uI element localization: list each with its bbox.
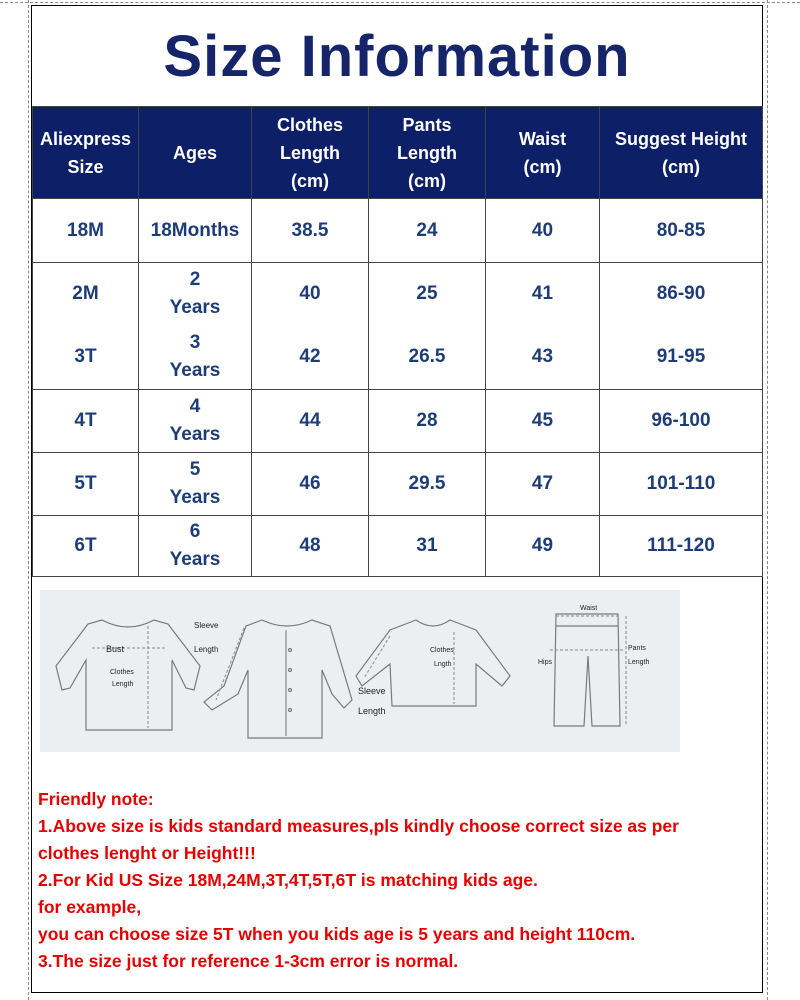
page-title: Size Information	[163, 24, 631, 89]
cell-clothes: 44	[252, 390, 369, 453]
cell-pants: 29.5	[369, 453, 486, 516]
cell-height: 86-90	[600, 263, 763, 326]
pants-illustration	[550, 614, 626, 726]
bust-label: Bust	[106, 644, 125, 654]
cell-ages	[139, 326, 252, 390]
note-line: you can choose size 5T when you kids age is 5 years and height 110cm.	[38, 924, 636, 944]
header-line: Ages	[172, 142, 217, 163]
friendly-notes	[38, 786, 758, 975]
header-line: Aliexpress	[39, 128, 132, 149]
cell-waist: 41	[486, 263, 600, 326]
header-line: Size	[67, 156, 104, 177]
header-line: (cm)	[523, 156, 562, 177]
cell-height: 91-95	[600, 326, 763, 390]
ages-line: Years	[169, 360, 221, 382]
header-line: Length	[280, 142, 340, 163]
cell-size: 3T	[33, 326, 139, 390]
header-suggest-height	[600, 107, 763, 199]
sleeve-length-label-1: Sleeve	[194, 621, 219, 630]
cell-clothes: 46	[252, 453, 369, 516]
table-row	[33, 326, 763, 390]
cell-clothes: 42	[252, 326, 369, 390]
note-line: for example,	[38, 897, 142, 917]
ages-line: Years	[169, 487, 221, 508]
table-row	[33, 390, 763, 453]
cell-ages	[139, 453, 252, 516]
header-waist	[486, 107, 600, 199]
hips-label: Hips	[538, 659, 553, 666]
header-size	[33, 107, 139, 199]
cell-ages	[139, 199, 252, 263]
header-line: Length	[397, 142, 457, 163]
header-line: Waist	[518, 128, 567, 149]
cell-clothes: 38.5	[252, 199, 369, 263]
note-line: 2.For Kid US Size 18M,24M,3T,4T,5T,6T is matching kids age.	[38, 870, 538, 890]
sleeve2-label-2: Length	[358, 706, 386, 716]
size-table	[32, 106, 763, 577]
waist-label: Waist	[580, 605, 598, 612]
collared-shirt-illustration	[204, 620, 352, 738]
header-pants-length	[369, 107, 486, 199]
ages-line: Years	[169, 549, 221, 570]
cell-size: 6T	[33, 516, 139, 577]
table-header-row	[33, 107, 763, 199]
pants-length-label-2: Length	[628, 659, 650, 666]
cell-size: 5T	[33, 453, 139, 516]
cell-ages	[139, 516, 252, 577]
clothes2-label-2: Lngth	[434, 661, 452, 668]
ages-line: Years	[169, 297, 221, 319]
cell-height: 96-100	[600, 390, 763, 453]
cell-waist: 49	[486, 516, 600, 577]
guide-line-left	[28, 0, 29, 1000]
table-row	[33, 263, 763, 326]
cell-size: 4T	[33, 390, 139, 453]
pants-length-label-1: Pants	[628, 645, 646, 652]
header-line: (cm)	[661, 156, 700, 177]
ages-line: 6	[189, 521, 201, 542]
cell-size: 18M	[33, 199, 139, 263]
note-line: 3.The size just for reference 1-3cm error is normal.	[38, 951, 459, 971]
cell-pants: 31	[369, 516, 486, 577]
header-line: Suggest Height	[614, 128, 747, 149]
ages-line: 2	[189, 269, 201, 291]
cell-waist: 40	[486, 199, 600, 263]
cell-pants: 24	[369, 199, 486, 263]
note-line: clothes lenght or Height!!!	[38, 843, 256, 863]
clothes-length-label-2: Length	[112, 681, 134, 688]
ages-line: Years	[169, 424, 221, 445]
measurement-diagram-svg	[40, 590, 680, 752]
clothes2-label-1: Clothes	[430, 647, 454, 654]
cell-ages	[139, 390, 252, 453]
cell-height: 111-120	[600, 516, 763, 577]
header-line: (cm)	[407, 170, 446, 191]
ages-line: 4	[189, 396, 201, 417]
size-chart-sheet	[31, 5, 763, 993]
cell-pants: 28	[369, 390, 486, 453]
guide-line-top	[0, 2, 800, 3]
cell-waist: 43	[486, 326, 600, 390]
header-line: Clothes	[276, 114, 343, 135]
table-row	[33, 516, 763, 577]
cell-waist: 47	[486, 453, 600, 516]
table-row	[33, 199, 763, 263]
note-line: Friendly note:	[38, 789, 154, 809]
sleeve-length-label-2: Length	[194, 645, 219, 654]
header-line: Pants	[402, 114, 452, 135]
measurement-diagram	[40, 590, 680, 752]
ages-line: 5	[189, 459, 201, 480]
clothes-length-label-1: Clothes	[110, 669, 134, 676]
cell-pants: 25	[369, 263, 486, 326]
cell-clothes: 40	[252, 263, 369, 326]
cell-waist: 45	[486, 390, 600, 453]
cell-ages	[139, 263, 252, 326]
sleeve2-label-1: Sleeve	[358, 686, 386, 696]
cell-clothes: 48	[252, 516, 369, 577]
guide-line-right	[767, 0, 768, 1000]
ages-line: 3	[189, 332, 201, 354]
header-clothes-length	[252, 107, 369, 199]
ages-line: 18Months	[150, 219, 240, 241]
note-line: 1.Above size is kids standard measures,pls kindly choose correct size as per	[38, 816, 679, 836]
cell-size: 2M	[33, 263, 139, 326]
header-line: (cm)	[290, 170, 329, 191]
table-row	[33, 453, 763, 516]
cell-pants: 26.5	[369, 326, 486, 390]
cell-height: 80-85	[600, 199, 763, 263]
cell-height: 101-110	[600, 453, 763, 516]
header-ages	[139, 107, 252, 199]
